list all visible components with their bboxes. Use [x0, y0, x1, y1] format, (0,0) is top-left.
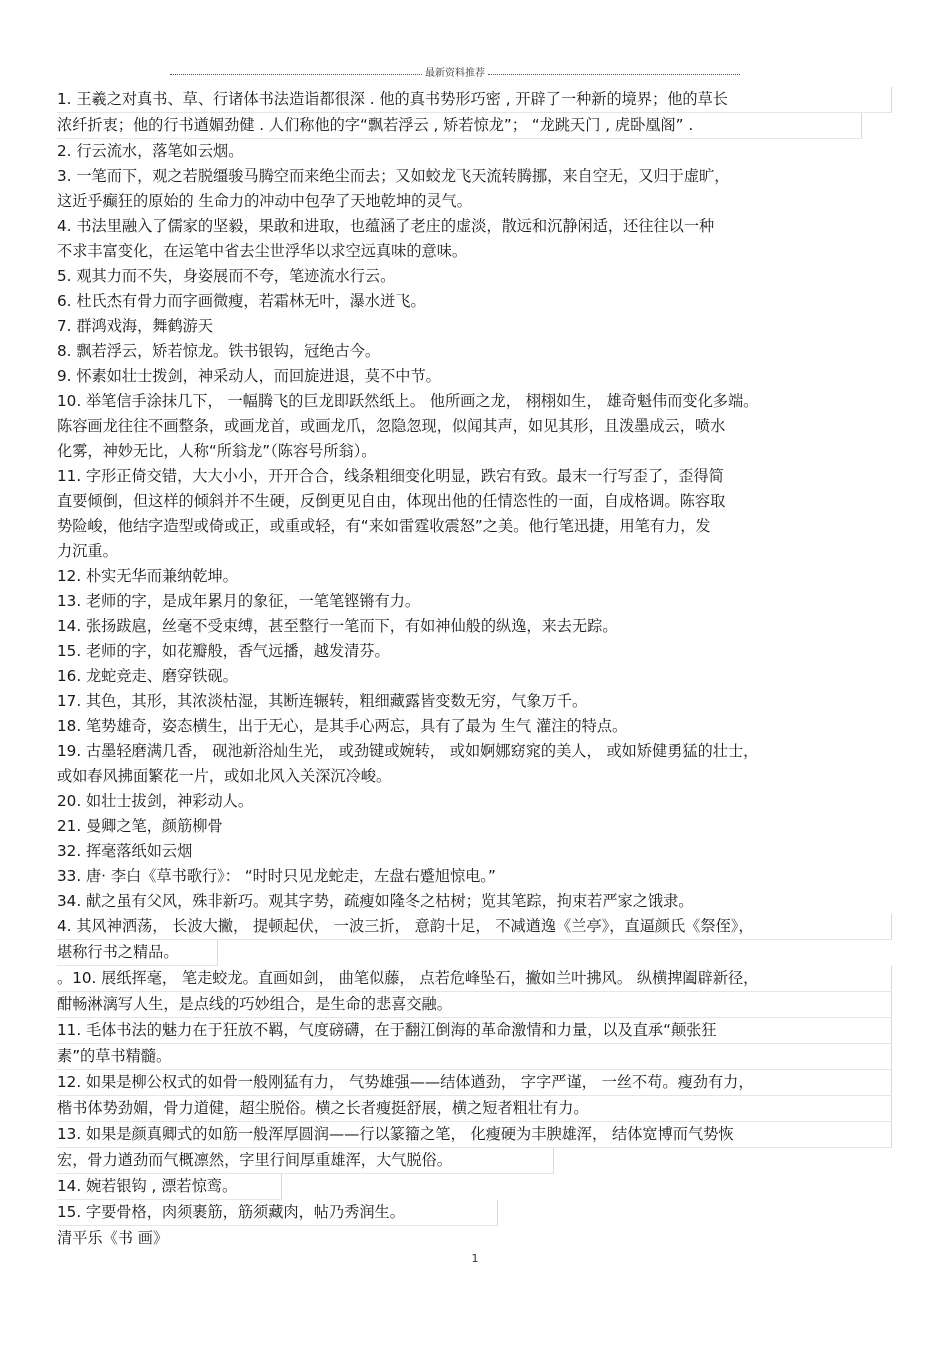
- document-body: [57, 87, 897, 1251]
- text-line: 这近乎癫狂的原始的 生命力的冲动中包孕了天地乾坤的灵气。: [57, 192, 472, 210]
- text-line: 3. 一笔而下，观之若脱缰骏马腾空而来绝尘而去；又如蛟龙飞天流转腾挪，来自空无，又归于虚旷，: [57, 167, 730, 185]
- text-line: 14. 张扬跋扈，丝毫不受束缚，甚至整行一笔而下，有如神仙般的纵逸，来去无踪。: [57, 617, 618, 635]
- text-line: 17. 其色，其形，其浓淡枯湿，其断连辗转，粗细藏露皆变数无穷，气象万千。: [57, 692, 588, 710]
- text-line: 13. 如果是颜真卿式的如筋一般浑厚圆润——行以篆籀之笔， 化瘦硬为丰腴雄浑， 结体宽博而气势恢: [57, 1122, 892, 1148]
- text-line: 19. 古墨轻磨满几香， 砚池新浴灿生光， 或劲键或婉转， 或如婀娜窈窕的美人， 或如矫健勇猛的壮士，: [57, 742, 759, 760]
- text-line: 素”的草书精髓。: [57, 1044, 892, 1070]
- text-line: 20. 如壮士拔剑，神彩动人。: [57, 792, 254, 810]
- text-line: 。10. 展纸挥毫， 笔走蛟龙。直画如剑， 曲笔似藤， 点若危峰坠石，撇如兰叶拂风。 纵横捭阖辟新径，: [57, 966, 892, 992]
- page-number: 1: [471, 1252, 479, 1265]
- text-line: 势险峻，他结字造型或倚或正，或重或轻，有“来如雷霆收震怒”之美。他行笔迅捷，用笔有力，发: [57, 517, 711, 535]
- text-line: 宏，骨力遒劲而气概凛然，字里行间厚重雄浑，大气脱俗。: [57, 1148, 554, 1174]
- text-line: 12. 朴实无华而兼纳乾坤。: [57, 567, 238, 585]
- text-line: 6. 杜氏杰有骨力而字画微瘦，若霜林无叶，瀑水迸飞。: [57, 292, 426, 310]
- text-line: 21. 曼卿之笔，颜筋柳骨: [57, 817, 223, 835]
- text-line: 5. 观其力而不失，身姿展而不夸，笔迹流水行云。: [57, 267, 396, 285]
- text-line: 酣畅淋漓写人生，是点线的巧妙组合，是生命的悲喜交融。: [57, 992, 892, 1018]
- text-line: 7. 群鸿戏海，舞鹤游天: [57, 317, 214, 335]
- text-line: 33. 唐· 李白《草书歌行》： “时时只见龙蛇走，左盘右蹙旭惊电。”: [57, 867, 496, 885]
- text-line: 或如春风拂面繁花一片，或如北风入关深沉冷峻。: [57, 767, 392, 785]
- text-line: 4. 其风神洒荡， 长波大撇， 提顿起伏， 一波三折， 意韵十足， 不减遒逸《兰亭》，直逼颜氏《祭侄》，: [57, 914, 892, 940]
- header-dots-left: [170, 74, 422, 75]
- header-label: 最新资料推荐: [425, 68, 485, 79]
- header-rule: [170, 67, 740, 81]
- text-line: 2. 行云流水，落笔如云烟。: [57, 142, 244, 160]
- text-line: 8. 飘若浮云，矫若惊龙。铁书银钩，冠绝古今。: [57, 342, 381, 360]
- text-line: 4. 书法里融入了儒家的坚毅，果敢和进取，也蕴涵了老庄的虚淡，散远和沉静闲适，还往往以一种: [57, 217, 715, 235]
- text-line: 不求丰富变化，在运笔中省去尘世浮华以求空远真味的意味。: [57, 242, 468, 260]
- text-line: 12. 如果是柳公权式的如骨一般刚猛有力， 气势雄强——结体遒劲， 字字严谨， 一丝不苟。瘦劲有力，: [57, 1070, 892, 1096]
- text-line: 13. 老师的字，是成年累月的象征，一笔笔铿锵有力。: [57, 592, 421, 610]
- text-line: 15. 老师的字，如花瓣般，香气远播，越发清芬。: [57, 642, 390, 660]
- text-line: 32. 挥毫落纸如云烟: [57, 842, 193, 860]
- text-line: 18. 笔势雄奇，姿态横生，出于无心，是其手心两忘，具有了最为 生气 灌注的特点。: [57, 717, 628, 735]
- text-line: 楷书体势劲媚，骨力道健，超尘脱俗。横之长者瘦挺舒展，横之短者粗壮有力。: [57, 1096, 892, 1122]
- text-line: 9. 怀素如壮士拨剑，神采动人，而回旋进退，莫不中节。: [57, 367, 441, 385]
- text-line: 15. 字要骨格，肉须裹筋，筋须藏肉，帖乃秀润生。: [57, 1200, 498, 1226]
- text-line: 直要倾倒，但这样的倾斜并不生硬，反倒更见自由，体现出他的任情恣性的一面，自成格调。陈容取: [57, 492, 726, 510]
- text-line: 11. 毛体书法的魅力在于狂放不羁，气度磅礴，在于翻江倒海的革命激情和力量，以及直承“颠张狂: [57, 1018, 892, 1044]
- text-line: 力沉重。: [57, 542, 118, 560]
- text-line: 1. 王羲之对真书、草、行诸体书法造诣都很深 . 他的真书势形巧密 , 开辟了一种新的境界；他的草长: [57, 87, 892, 113]
- text-line: 14. 婉若银钩 , 漂若惊鸾。: [57, 1174, 282, 1200]
- text-line: 堪称行书之精品。: [57, 940, 218, 966]
- text-line: 16. 龙蛇竞走、磨穿铁砚。: [57, 667, 238, 685]
- text-line: 清平乐《书 画》: [57, 1229, 169, 1247]
- text-line: 陈容画龙往往不画整条，或画龙首，或画龙爪，忽隐忽现，似闻其声，如见其形，且泼墨成云，喷水: [57, 417, 726, 435]
- text-line: 化雾，神妙无比，人称“所翁龙”（陈容号所翁）。: [57, 442, 377, 460]
- text-line: 10. 举笔信手涂抹几下， 一幅腾飞的巨龙即跃然纸上。 他所画之龙， 栩栩如生， 雄奇魁伟而变化多端。: [57, 392, 759, 410]
- text-line: 浓纤折衷；他的行书遒媚劲健 . 人们称他的字“飘若浮云 , 矫若惊龙”； “龙跳天门 , 虎卧凰阁” .: [57, 113, 862, 139]
- text-line: 11. 字形正倚交错，大大小小，开开合合，线条粗细变化明显，跌宕有致。最末一行写歪了，歪得简: [57, 467, 724, 485]
- text-line: 34. 献之虽有父风，殊非新巧。观其字势，疏瘦如隆冬之枯树；览其笔踪，拘束若严家之饿隶。: [57, 892, 694, 910]
- header-dots-right: [488, 74, 740, 75]
